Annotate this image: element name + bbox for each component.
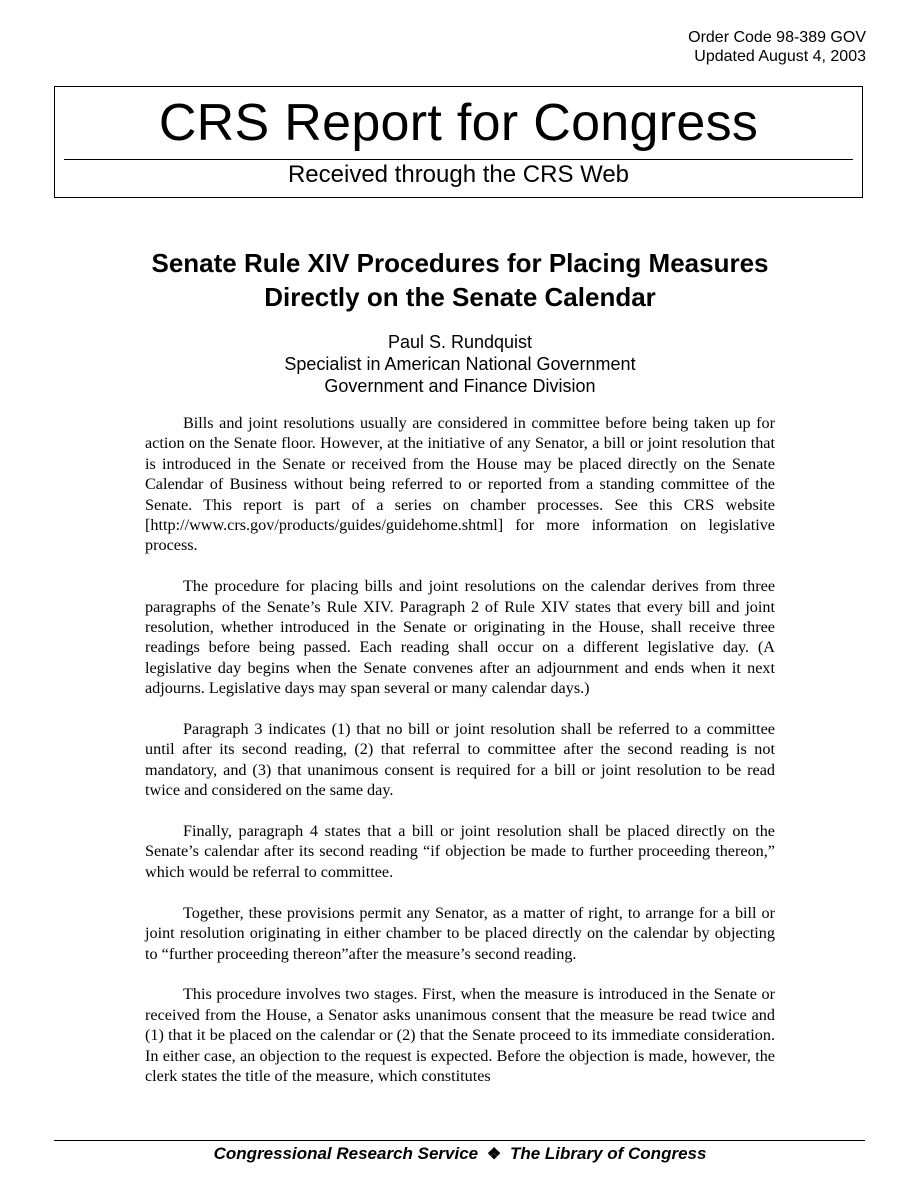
report-title: Senate Rule XIV Procedures for Placing Measures Directly on the Senate Calendar [151, 248, 769, 312]
footer [0, 1143, 920, 1166]
masthead-title: CRS Report for Congress [158, 94, 759, 152]
body-paragraph: Bills and joint resolutions usually are considered in committee before being taken up for action on the Senate floor. However, at the initiative of any Senator, a bill or joint resolution that is introduced in the Senate or received from the House may be placed directly on the Senate Calendar of Business without being referred to or reported from a standing committee of the Senate. This report is part of a series on chamber processes. See this CRS website [http://www.crs.gov/products/guides/guidehome.shtml] for more information on legislative process. [145, 414, 775, 555]
body-paragraph: Finally, paragraph 4 states that a bill or joint resolution shall be placed directly on the Senate’s calendar after its second reading “if objection be made to further proceeding thereon,” which would be referral to committee. [145, 822, 775, 881]
body-paragraph: This procedure involves two stages. First, when the measure is introduced in the Senate or received from the House, a Senator asks unanimous consent that the measure be read twice and (1) that it be placed on the calendar or (2) that the Senate proceed to its immediate consideration. In either case, an objection to the request is expected. Before the objection is made, however, the clerk states the title of the measure, which constitutes [145, 985, 775, 1085]
order-code: Order Code 98-389 GOV [688, 29, 866, 46]
diamond-icon: ❖ [486, 1146, 502, 1163]
author-name: Paul S. Rundquist [387, 332, 533, 352]
footer-rule [54, 1140, 865, 1141]
body-paragraph: Together, these provisions permit any Senator, as a matter of right, to arrange for a bill or joint resolution originating in either chamber to be placed directly on the calendar by objecting to “further proceeding thereon”after the measure’s second reading. [145, 903, 775, 963]
masthead-box [54, 86, 863, 198]
report-body [145, 413, 775, 1107]
author-division: Government and Finance Division [324, 376, 596, 396]
author-title: Specialist in American National Government [284, 354, 636, 374]
order-code-block [688, 28, 866, 66]
body-paragraph: The procedure for placing bills and joint resolutions on the calendar derives from three paragraphs of the Senate’s Rule XIV. Paragraph 2 of Rule XIV states that every bill and joint resolution, whether introduced in the Senate or originating in the House, shall receive three readings before being passed. Each reading shall occur on a different legislative day. (A legislative day begins when the Senate convenes after an adjournment and ends when it next adjourns. Legislative days may span several or many calendar days.) [145, 577, 775, 698]
footer-loc: The Library of Congress [509, 1144, 707, 1163]
updated-date: Updated August 4, 2003 [694, 48, 866, 65]
footer-crs: Congressional Research Service [213, 1144, 479, 1163]
author-block [145, 331, 775, 397]
body-paragraph: Paragraph 3 indicates (1) that no bill or joint resolution shall be referred to a committee until after its second reading, (2) that referral to committee after the second reading is not mandatory, and (3) that unanimous consent is required for a bill or joint resolution to be read twice and considered on the same day. [145, 720, 775, 800]
masthead-subtitle: Received through the CRS Web [287, 161, 630, 188]
